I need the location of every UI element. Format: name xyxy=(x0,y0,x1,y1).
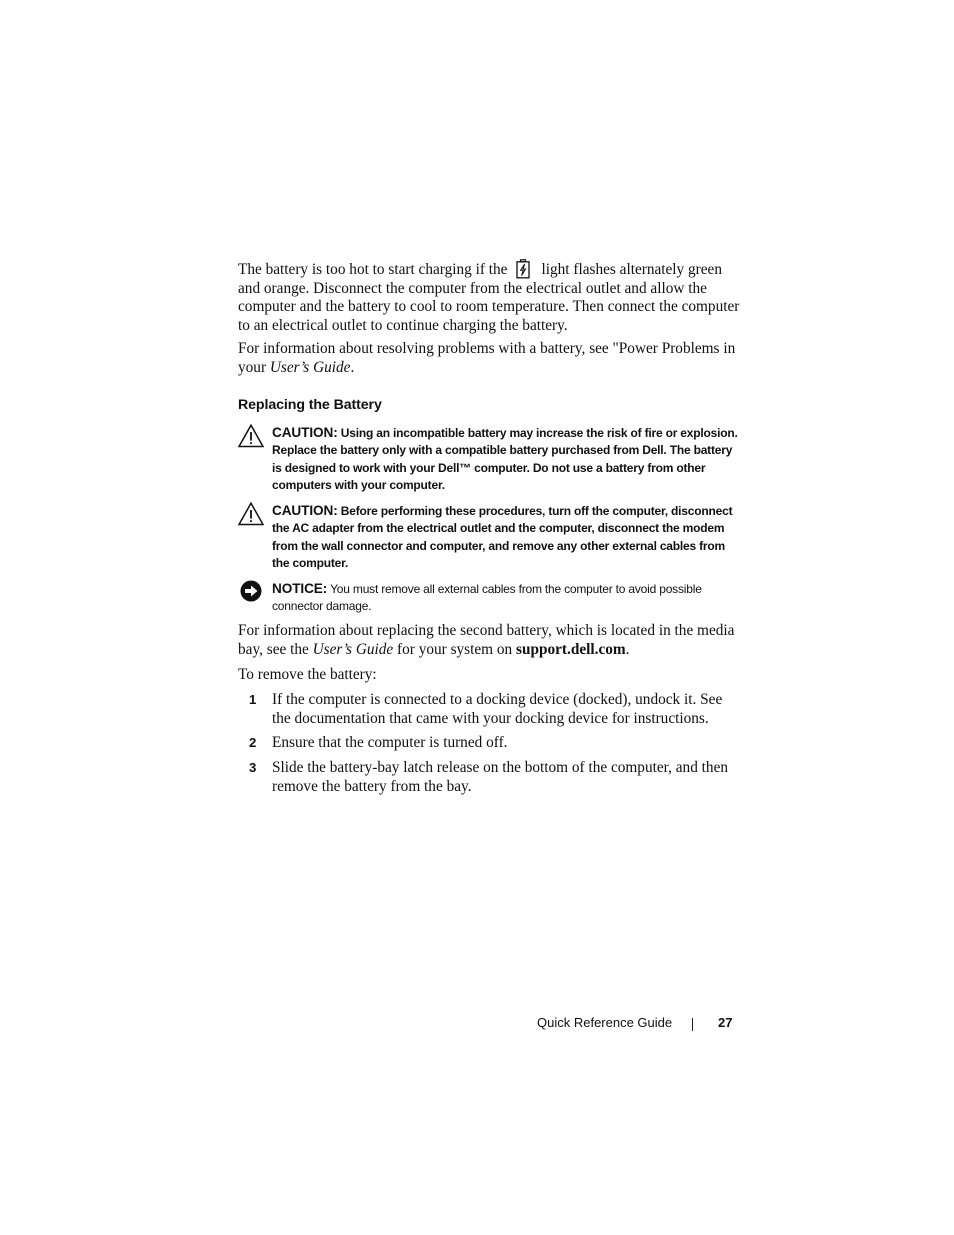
notice-text: You must remove all external cables from the computer to avoid possible connector damage. xyxy=(272,582,702,614)
footer-divider xyxy=(692,1018,693,1031)
step-text: If the computer is connected to a docking device (docked), undock it. See the documentation that came with your docking device for instructions. xyxy=(272,691,723,727)
caution-text: Using an incompatible battery may increase the risk of fire or explosion. Replace the battery only with a compatible battery purchased from Dell. The battery is designed to work with your Dell™ computer. Do not use a battery from other computers with your computer. xyxy=(272,426,738,493)
users-guide-reference: User’s Guide xyxy=(269,358,351,376)
second-battery-paragraph xyxy=(238,622,740,659)
caution-label: CAUTION: xyxy=(272,503,338,518)
section-heading: Replacing the Battery xyxy=(238,397,382,413)
step-item xyxy=(238,734,740,753)
paragraph-text: To remove the battery: xyxy=(238,666,377,683)
footer-title: Quick Reference Guide xyxy=(537,1015,673,1030)
step-number: 3 xyxy=(249,760,257,775)
step-number: 2 xyxy=(249,735,257,750)
support-site-link[interactable]: support.dell.com xyxy=(516,640,626,658)
page-number: 27 xyxy=(718,1015,733,1030)
battery-problems-paragraph xyxy=(238,340,740,377)
paragraph-text: For information about replacing the second battery, which is located in the media bay, see the xyxy=(238,622,735,658)
caution-label: CAUTION: xyxy=(272,425,338,440)
step-text: Slide the battery-bay latch release on the bottom of the computer, and then remove the battery from the bay. xyxy=(272,759,729,795)
notice-icon xyxy=(238,580,264,604)
step-number: 1 xyxy=(249,692,257,707)
caution-warning-icon xyxy=(238,502,264,526)
remove-battery-intro xyxy=(238,666,740,685)
caution-note xyxy=(238,424,740,495)
caution-warning-icon xyxy=(238,424,264,448)
paragraph-text: . xyxy=(350,358,355,376)
notice-label: NOTICE: xyxy=(272,581,328,596)
users-guide-reference: User’s Guide xyxy=(312,640,394,658)
step-item xyxy=(238,691,740,728)
notice-note xyxy=(238,580,740,616)
paragraph-text: light flashes alternately green and orange. Disconnect the computer from the electrical outlet and allow the computer and the battery to cool to room temperature. Then connect the computer to an electrical outlet to continue charging the battery. xyxy=(238,261,740,334)
battery-hot-paragraph xyxy=(238,259,740,335)
paragraph-text: The battery is too hot to start charging if the xyxy=(238,261,508,278)
paragraph-text: for your system on xyxy=(397,640,513,658)
caution-note xyxy=(238,502,740,573)
paragraph-text: For information about resolving problems with a battery, see "Power Problems in your xyxy=(238,340,736,376)
step-text: Ensure that the computer is turned off. xyxy=(272,734,508,751)
battery-light-icon xyxy=(515,259,531,279)
caution-text: Before performing these procedures, turn off the computer, disconnect the AC adapter from the electrical outlet and the computer, disconnect the modem from the wall connector and computer, and remove any other external cables from the computer. xyxy=(272,504,733,571)
step-item xyxy=(238,759,740,796)
paragraph-text: . xyxy=(625,640,630,658)
